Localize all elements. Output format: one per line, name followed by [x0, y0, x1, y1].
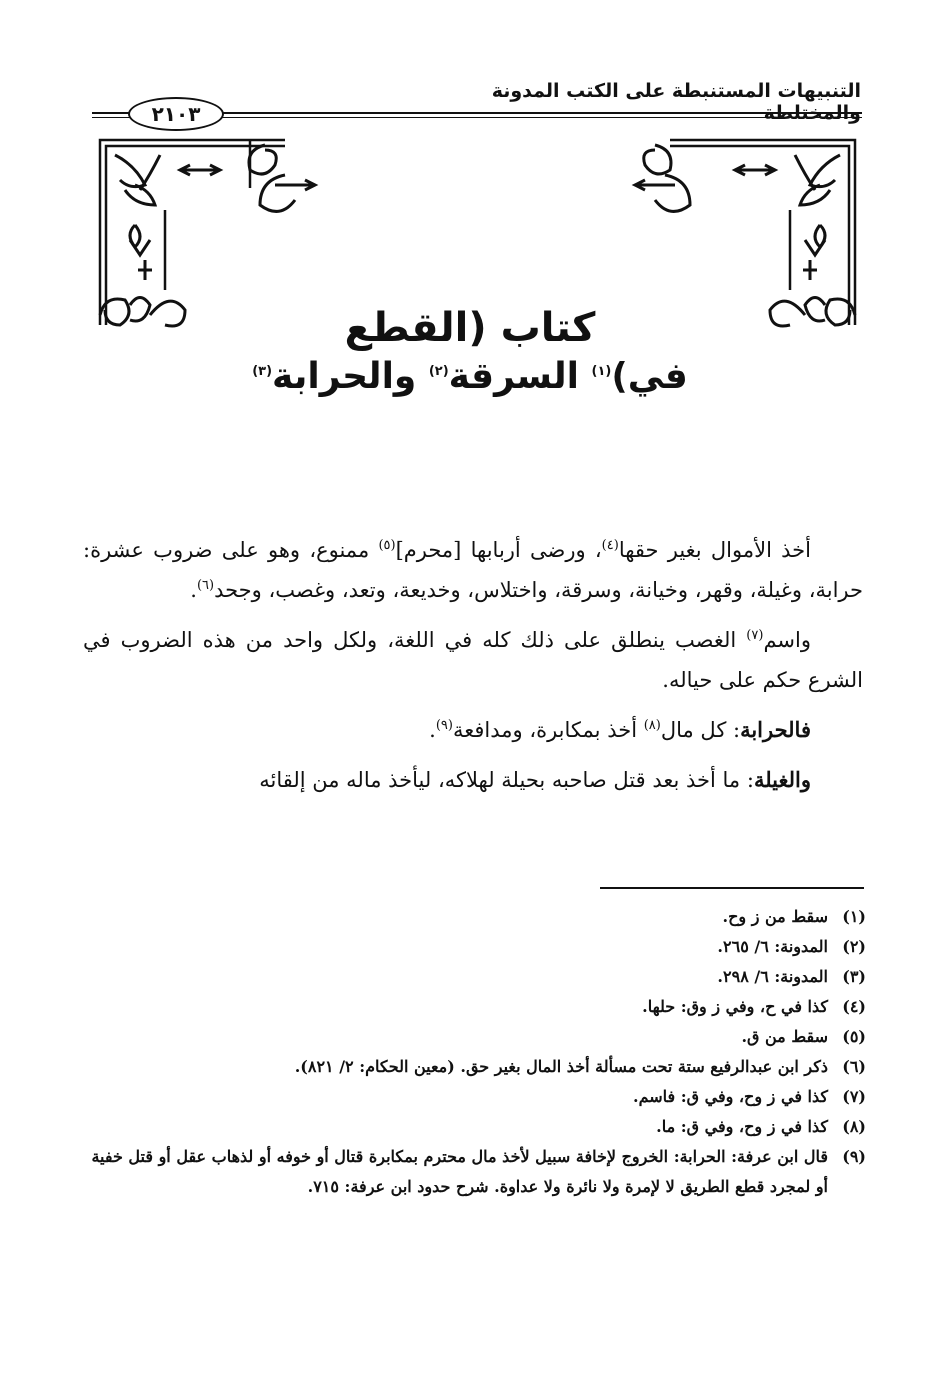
paragraph-3: فالحرابة: كل مال$^{(٨)}$ أخذ بمكابرة، ومدافعة$^{(٩)}$. — [429, 717, 811, 742]
paragraph-2: واسم$^{(٧)}$ الغصب ينطلق على ذلك كله في اللغة، ولكل واحد من هذه الضروب في الشرع حكم على حياله. — [83, 628, 863, 692]
footnote-item: (٩) قال ابن عرفة: الحرابة: الخروج لإخافة سبيل لأخذ مال محترم بمكابرة قتال أو خوفه أو لذهاب عقل أو قتل خفية أو لمجرد قطع الطريق لا لإمرة ولا نائرة ولا عداوة. شرح حدود ابن عرفة: ٧١٥. — [91, 1147, 866, 1196]
footnote-item: (٧) كذا في ز وح، وفي ق: فاسم. — [633, 1087, 866, 1106]
footnote-item: (٦) ذكر ابن عبدالرفيع ستة تحت مسألة أخذ المال بغير حق. (معين الحكام: ٢/ ٨٢١). — [294, 1057, 866, 1076]
footnote-item: (٥) سقط من ق. — [741, 1027, 866, 1046]
paragraph-1: أخذ الأموال بغير حقها$^{(٤)}$، ورضى أربابها [محرم]$^{(٥)}$ ممنوع، وهو على ضروب عشرة: حرابة، وغيلة، وقهر، وخيانة، وسرقة، واختلاس، وخديعة، وتعد، وغصب، وجحد$^{(٦)}$. — [83, 538, 863, 602]
left-scroll-ornament — [249, 145, 315, 211]
footnote-item: (١) سقط من ز وح. — [722, 907, 866, 926]
footnote-item: (٨) كذا في ز وح، وفي ق: ما. — [656, 1117, 866, 1136]
chapter-title-line2: في)$^{(١)}$ السرقة$^{(٢)}$ والحرابة$^{(٣)}$ — [252, 356, 688, 397]
footnote-item: (٤) كذا في ح، وفي ز وق: حلها. — [642, 997, 866, 1016]
footnote-separator — [600, 887, 864, 889]
right-scroll-ornament — [635, 145, 690, 211]
running-title: التنبيهات المستنبطة على الكتب المدونة والمختلطة — [491, 80, 861, 124]
footnotes — [76, 902, 866, 1202]
left-corner-ornament — [115, 155, 220, 280]
paragraph-4: والغيلة: ما أخذ بعد قتل صاحبه بحيلة لهلاكه، ليأخذ ماله من إلقائه — [259, 767, 811, 792]
footnote-item: (٣) المدونة: ٦/ ٢٩٨. — [717, 967, 866, 986]
main-text — [83, 530, 863, 810]
right-corner-ornament — [735, 155, 840, 280]
footnote-item: (٢) المدونة: ٦/ ٢٦٥. — [717, 937, 866, 956]
chapter-title-line1: كتاب (القطع — [344, 305, 596, 351]
page-number: ٢١٠٣ — [128, 97, 224, 131]
